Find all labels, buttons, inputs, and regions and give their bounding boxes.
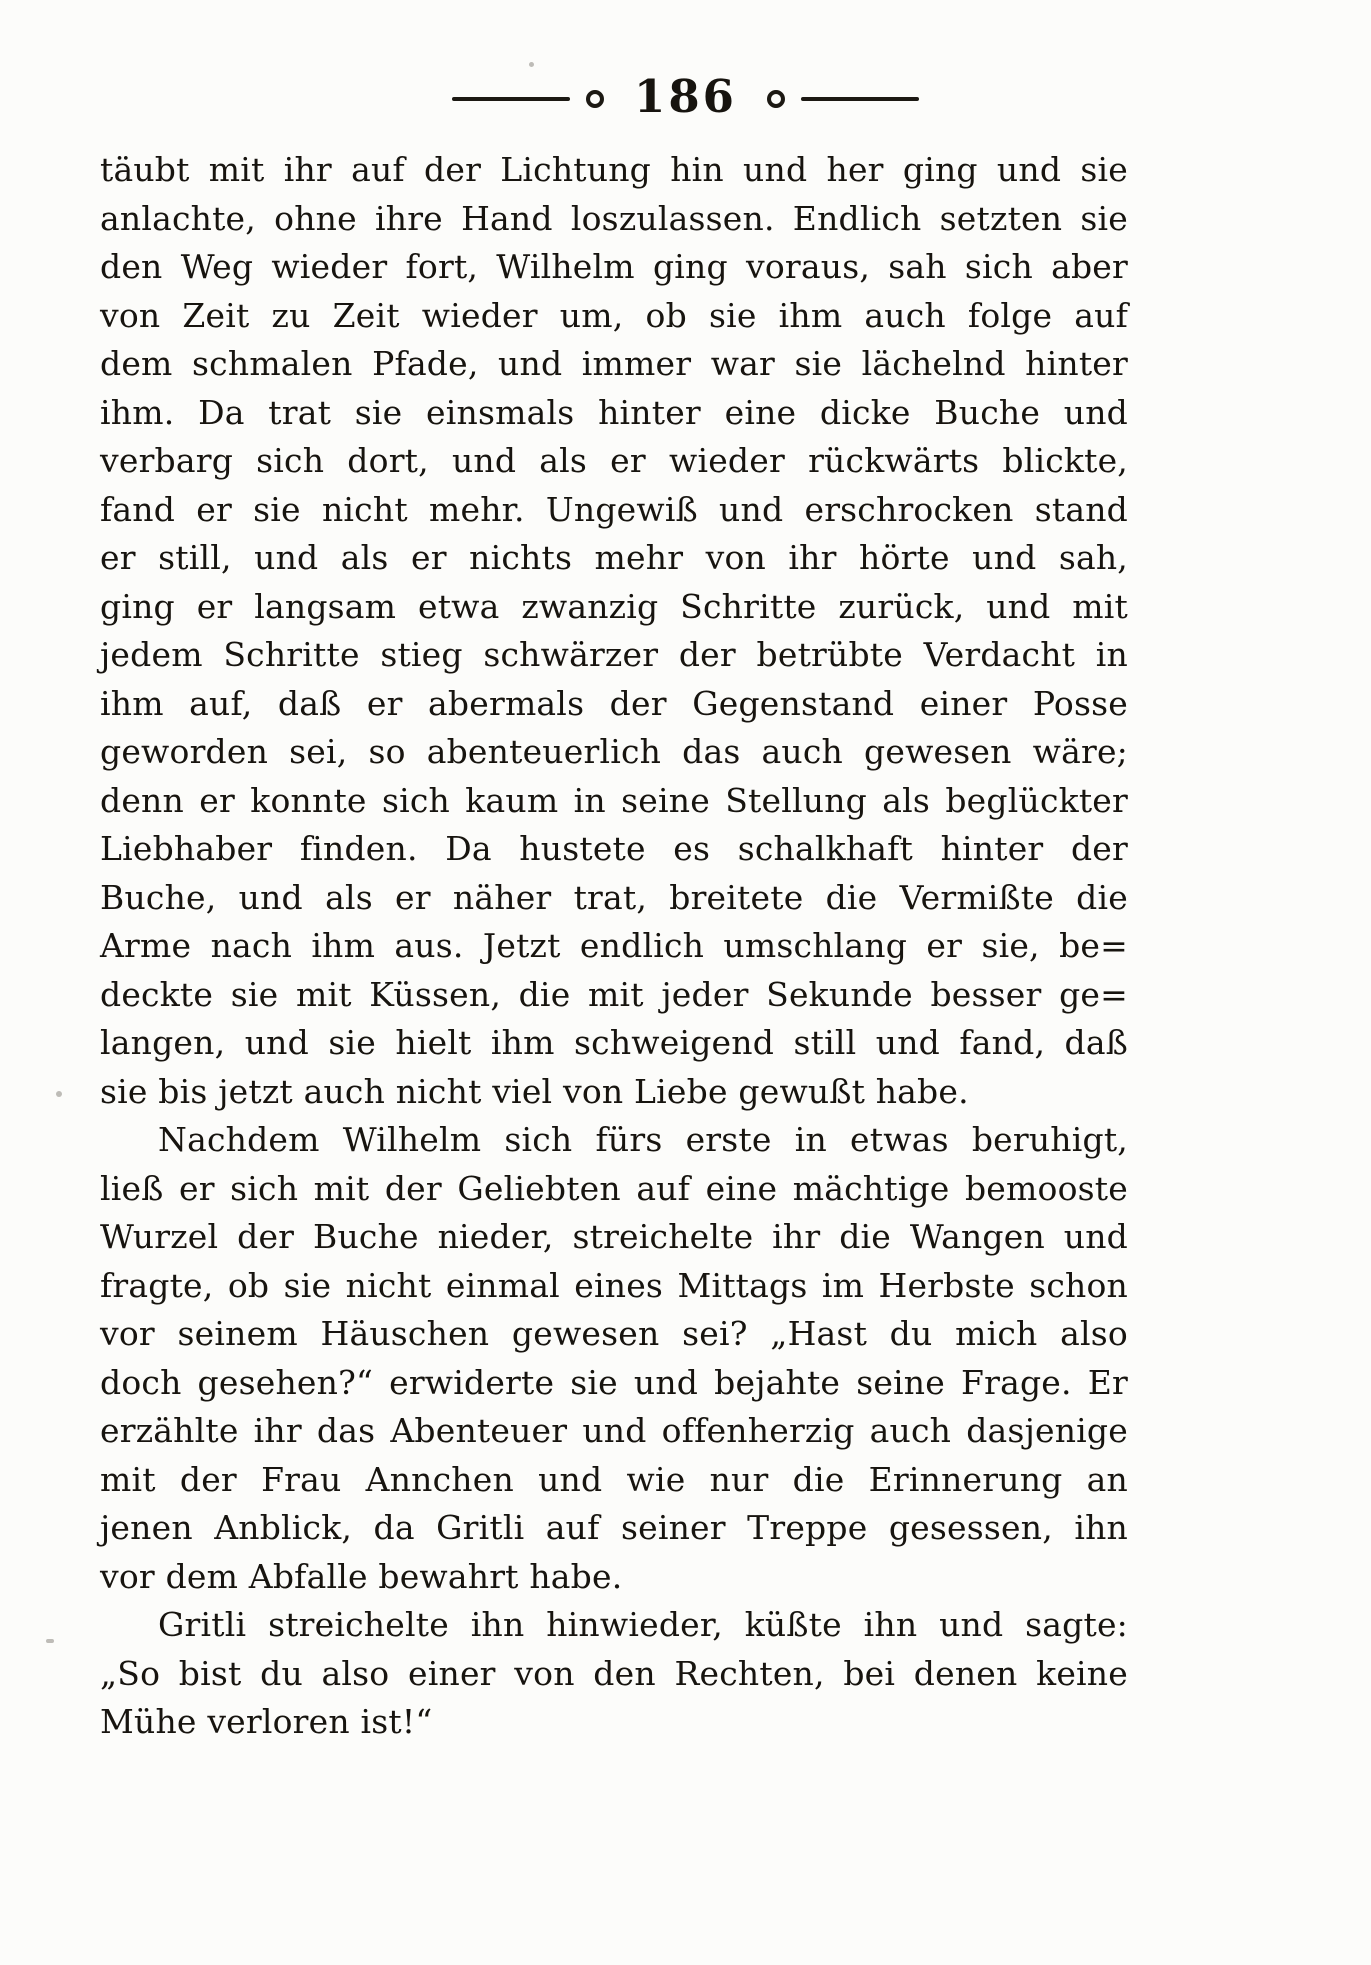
text-line: jedem Schritte stieg schwärzer der betrübte Verdacht in <box>100 635 1128 674</box>
text-line: Mühe verloren ist!“ <box>100 1702 433 1741</box>
body-text <box>100 146 1128 1747</box>
text-line: geworden sei, so abenteuerlich das auch gewesen wäre; <box>100 732 1128 771</box>
text-line: den Weg wieder fort, Wilhelm ging voraus, sah sich aber <box>100 247 1128 286</box>
text-line: jenen Anblick, da Gritli auf seiner Treppe gesessen, ihn <box>100 1508 1128 1547</box>
text-line: Liebhaber finden. Da hustete es schalkhaft hinter der <box>100 829 1128 868</box>
text-line: „So bist du also einer von den Rechten, bei denen keine <box>100 1653 1128 1693</box>
ornament-circle-right-icon <box>767 90 785 108</box>
text-line: anlachte, ohne ihre Hand loszulassen. Endlich setzten sie <box>100 198 1128 238</box>
text-line: fragte, ob sie nicht einmal eines Mittags im Herbste schon <box>100 1265 1128 1305</box>
text-line: ließ er sich mit der Geliebten auf eine mächtige bemooste <box>100 1168 1128 1208</box>
text-line: Buche, und als er näher trat, breitete die Vermißte die <box>100 877 1128 917</box>
text-line: Nachdem Wilhelm sich fürs erste in etwas beruhigt, <box>158 1120 1128 1159</box>
text-line: von Zeit zu Zeit wieder um, ob sie ihm auch folge auf <box>100 295 1128 335</box>
ornament-rule-right-icon <box>801 97 919 101</box>
page-number: 186 <box>634 70 737 123</box>
text-line: deckte sie mit Küssen, die mit jeder Sekunde besser ge= <box>100 974 1128 1014</box>
text-line: ihm. Da trat sie einsmals hinter eine dicke Buche und <box>100 392 1128 432</box>
text-line: ging er langsam etwa zwanzig Schritte zurück, und mit <box>100 586 1128 626</box>
text-line: Arme nach ihm aus. Jetzt endlich umschlang er sie, be= <box>100 926 1128 965</box>
text-line: denn er konnte sich kaum in seine Stellung als beglückter <box>100 780 1128 820</box>
text-line: Gritli streichelte ihn hinwieder, küßte ihn und sagte: <box>158 1605 1128 1644</box>
scan-speck <box>529 62 534 67</box>
scan-speck <box>56 1091 62 1097</box>
text-line: sie bis jetzt auch nicht viel von Liebe gewußt habe. <box>100 1071 969 1111</box>
text-line: ihm auf, daß er abermals der Gegenstand einer Posse <box>100 683 1128 723</box>
text-line: vor dem Abfalle bewahrt habe. <box>100 1556 623 1596</box>
page-header <box>0 70 1371 123</box>
scan-speck <box>46 1639 54 1643</box>
text-line: erzählte ihr das Abenteuer und offenherzig auch dasjenige <box>100 1411 1128 1450</box>
text-line: langen, und sie hielt ihm schweigend still und fand, daß <box>100 1023 1128 1062</box>
text-line: täubt mit ihr auf der Lichtung hin und her ging und sie <box>100 150 1128 189</box>
text-line: mit der Frau Annchen und wie nur die Erinnerung an <box>100 1459 1128 1499</box>
text-line: er still, und als er nichts mehr von ihr hörte und sah, <box>100 538 1128 577</box>
text-line: Wurzel der Buche nieder, streichelte ihr die Wangen und <box>100 1217 1128 1256</box>
text-line: doch gesehen?“ erwiderte sie und bejahte seine Frage. Er <box>100 1362 1128 1402</box>
text-line: dem schmalen Pfade, und immer war sie lächelnd hinter <box>100 344 1128 383</box>
ornament-circle-left-icon <box>586 90 604 108</box>
text-line: vor seinem Häuschen gewesen sei? „Hast du mich also <box>100 1314 1128 1353</box>
text-line: fand er sie nicht mehr. Ungewiß und erschrocken stand <box>100 489 1128 529</box>
text-line: verbarg sich dort, und als er wieder rückwärts blickte, <box>100 441 1128 480</box>
ornament-rule-left-icon <box>452 97 570 101</box>
